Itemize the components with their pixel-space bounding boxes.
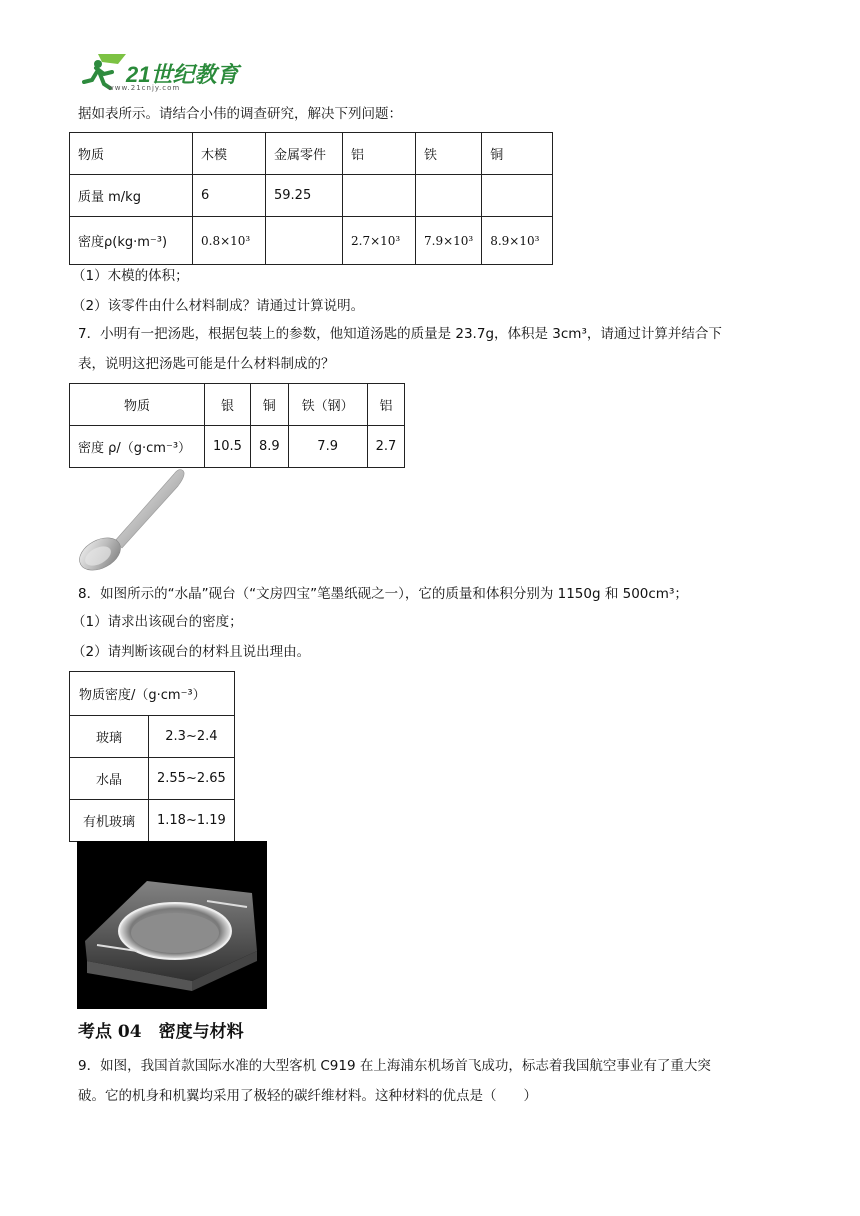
table2-cell: 7.9 bbox=[288, 426, 367, 468]
crystal-inkstone-image bbox=[77, 841, 267, 1009]
table1-row-label: 密度ρ(kg·m⁻³) bbox=[70, 217, 193, 265]
question-9-line-1: 9．如图，我国首款国际水准的大型客机 C919 在上海浦东机场首飞成功，标志着我国航空事业有了重大突 bbox=[78, 1058, 711, 1074]
table1-cell bbox=[416, 175, 482, 217]
spoon-image bbox=[74, 466, 194, 574]
table1-header: 铜 bbox=[482, 133, 553, 175]
table2-row-label: 密度 ρ/（g·cm⁻³） bbox=[70, 426, 205, 468]
table1-cell: 8.9×10³ bbox=[482, 217, 553, 265]
table1-cell: 2.7×10³ bbox=[343, 217, 416, 265]
density-table-1 bbox=[69, 132, 553, 265]
question-7-line-2: 表，说明这把汤匙可能是什么材料制成的？ bbox=[78, 356, 335, 372]
table1-cell bbox=[482, 175, 553, 217]
table1-header: 铝 bbox=[343, 133, 416, 175]
question-8-part-1: （1）请求出该砚台的密度； bbox=[72, 614, 243, 630]
table1-header: 金属零件 bbox=[266, 133, 343, 175]
density-table-2 bbox=[69, 383, 405, 468]
table1-row-label: 质量 m/kg bbox=[70, 175, 193, 217]
table1-header: 木模 bbox=[193, 133, 266, 175]
table2-header: 银 bbox=[205, 384, 251, 426]
table1-cell: 6 bbox=[193, 175, 266, 217]
table1-header: 物质 bbox=[70, 133, 193, 175]
section-heading: 考点 04 密度与材料 bbox=[78, 1022, 244, 1042]
table1-cell bbox=[343, 175, 416, 217]
table1-cell: 7.9×10³ bbox=[416, 217, 482, 265]
table3-material: 有机玻璃 bbox=[70, 800, 149, 842]
table1-cell bbox=[266, 217, 343, 265]
table3-material: 水晶 bbox=[70, 758, 149, 800]
logo-text: 21世纪教育 bbox=[126, 62, 239, 87]
table2-header: 铜 bbox=[250, 384, 288, 426]
table2-header: 物质 bbox=[70, 384, 205, 426]
table3-value: 2.3~2.4 bbox=[149, 716, 235, 758]
table1-header: 铁 bbox=[416, 133, 482, 175]
question-7-line-1: 7．小明有一把汤匙，根据包装上的参数，他知道汤匙的质量是 23.7g，体积是 3cm³，请通过计算并结合下 bbox=[78, 326, 722, 342]
table2-cell: 8.9 bbox=[250, 426, 288, 468]
density-table-3 bbox=[69, 671, 235, 842]
table3-value: 2.55~2.65 bbox=[149, 758, 235, 800]
question-9-line-2: 破。它的机身和机翼均采用了极轻的碳纤维材料。这种材料的优点是（ ） bbox=[78, 1088, 537, 1104]
table3-header: 物质密度/（g·cm⁻³） bbox=[70, 672, 235, 716]
table2-cell: 2.7 bbox=[367, 426, 405, 468]
table1-cell: 0.8×10³ bbox=[193, 217, 266, 265]
question-8-part-2: （2）请判断该砚台的材料且说出理由。 bbox=[72, 644, 311, 660]
table2-cell: 10.5 bbox=[205, 426, 251, 468]
question-6-part-1: （1）木模的体积； bbox=[72, 268, 189, 284]
table3-material: 玻璃 bbox=[70, 716, 149, 758]
table2-header: 铝 bbox=[367, 384, 405, 426]
logo-url: www.21cnjy.com bbox=[108, 84, 181, 92]
table2-header: 铁（钢） bbox=[288, 384, 367, 426]
logo bbox=[78, 52, 258, 94]
question-8-line-1: 8．如图所示的“水晶”砚台（“文房四宝”笔墨纸砚之一），它的质量和体积分别为 1150g 和 500cm³； bbox=[78, 586, 688, 602]
table3-value: 1.18~1.19 bbox=[149, 800, 235, 842]
table1-cell: 59.25 bbox=[266, 175, 343, 217]
question-6-part-2: （2）该零件由什么材料制成？请通过计算说明。 bbox=[72, 298, 365, 314]
intro-text: 据如表所示。请结合小伟的调查研究，解决下列问题： bbox=[78, 106, 402, 122]
